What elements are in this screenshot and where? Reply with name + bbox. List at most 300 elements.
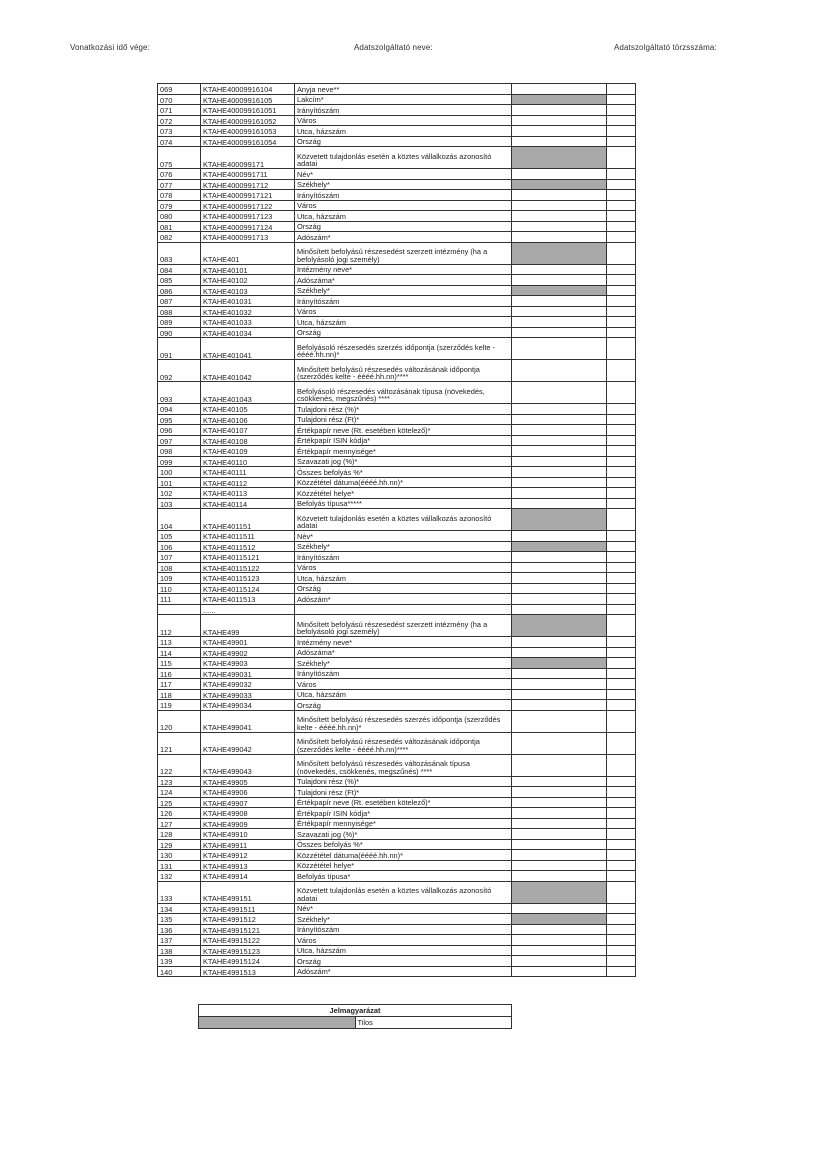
extra-cell <box>607 296 636 307</box>
row-code: KTAHE401031 <box>201 296 295 307</box>
row-label: Tulajdoni rész (%)* <box>295 404 512 415</box>
row-code: KTAHE40101 <box>201 264 295 275</box>
row-number: 121 <box>158 732 201 754</box>
row-code: KTAHE40114 <box>201 498 295 509</box>
table-row <box>158 903 636 914</box>
value-cell[interactable] <box>512 456 607 467</box>
row-label: Befolyásoló részesedés változásának típusa (növekedés, csökkenés, megszűnés) **** <box>295 382 512 404</box>
row-code: KTAHE40009917122 <box>201 200 295 211</box>
row-number: 132 <box>158 871 201 882</box>
row-code: KTAHE401041 <box>201 338 295 360</box>
row-code: KTAHE49915124 <box>201 956 295 967</box>
extra-cell <box>607 658 636 669</box>
row-number: 120 <box>158 710 201 732</box>
table-row <box>158 668 636 679</box>
table-row <box>158 658 636 669</box>
row-number: 113 <box>158 637 201 648</box>
extra-cell <box>607 700 636 711</box>
extra-cell <box>607 275 636 286</box>
value-cell <box>512 509 607 531</box>
row-code: KTAHE49908 <box>201 808 295 819</box>
value-cell[interactable] <box>512 232 607 243</box>
value-cell <box>512 881 607 903</box>
value-cell[interactable] <box>512 327 607 338</box>
row-number: 089 <box>158 317 201 328</box>
row-label: Intézmény neve* <box>295 264 512 275</box>
row-code: KTAHE49911 <box>201 839 295 850</box>
extra-cell <box>607 924 636 935</box>
value-cell[interactable] <box>512 637 607 648</box>
row-code: KTAHE4000991713 <box>201 232 295 243</box>
table-row <box>158 808 636 819</box>
value-cell[interactable] <box>512 924 607 935</box>
value-cell[interactable] <box>512 583 607 594</box>
table-row <box>158 914 636 925</box>
row-number: 090 <box>158 327 201 338</box>
extra-cell <box>607 839 636 850</box>
value-cell[interactable] <box>512 860 607 871</box>
row-number: 103 <box>158 498 201 509</box>
value-cell[interactable] <box>512 935 607 946</box>
value-cell[interactable] <box>512 435 607 446</box>
value-cell[interactable] <box>512 126 607 137</box>
value-cell[interactable] <box>512 446 607 457</box>
extra-cell <box>607 903 636 914</box>
extra-cell <box>607 498 636 509</box>
extra-cell <box>607 615 636 637</box>
value-cell[interactable] <box>512 956 607 967</box>
row-code: KTAHE40106 <box>201 414 295 425</box>
row-label: Adószáma* <box>295 275 512 286</box>
table-row <box>158 860 636 871</box>
row-number: 126 <box>158 808 201 819</box>
value-cell[interactable] <box>512 200 607 211</box>
table-row <box>158 679 636 690</box>
value-cell[interactable] <box>512 552 607 563</box>
row-label: Adószáma* <box>295 647 512 658</box>
row-label: Közzététel dátuma(éééé.hh.nn)* <box>295 477 512 488</box>
row-number: 077 <box>158 179 201 190</box>
row-code: KTAHE49905 <box>201 776 295 787</box>
row-code: KTAHE49903 <box>201 658 295 669</box>
row-code: KTAHE40102 <box>201 275 295 286</box>
value-cell[interactable] <box>512 488 607 499</box>
row-number: 131 <box>158 860 201 871</box>
table-row <box>158 477 636 488</box>
table-row <box>158 732 636 754</box>
row-code: KTAHE40107 <box>201 425 295 436</box>
table-row <box>158 924 636 935</box>
extra-cell <box>607 404 636 415</box>
extra-cell <box>607 637 636 648</box>
row-number: 076 <box>158 169 201 180</box>
row-number: 070 <box>158 94 201 105</box>
row-number: 135 <box>158 914 201 925</box>
value-cell[interactable] <box>512 360 607 382</box>
row-label: Utca, házszám <box>295 317 512 328</box>
table-row <box>158 710 636 732</box>
row-code: KTAHE400099161053 <box>201 126 295 137</box>
row-number: 079 <box>158 200 201 211</box>
row-code: KTAHE499034 <box>201 700 295 711</box>
extra-cell <box>607 94 636 105</box>
table-row <box>158 285 636 296</box>
row-number: 140 <box>158 966 201 977</box>
value-cell[interactable] <box>512 531 607 542</box>
row-label: Név* <box>295 903 512 914</box>
table-row <box>158 446 636 457</box>
table-row <box>158 966 636 977</box>
row-number: 093 <box>158 382 201 404</box>
row-code: KTAHE49915122 <box>201 935 295 946</box>
table-row <box>158 818 636 829</box>
row-label: Ország <box>295 956 512 967</box>
row-code: KTAHE4011513 <box>201 594 295 605</box>
row-label: Értékpapír ISIN kódja* <box>295 808 512 819</box>
row-label: Tulajdoni rész (Ft)* <box>295 787 512 798</box>
row-number <box>158 604 201 615</box>
table-row <box>158 829 636 840</box>
row-code: KTAHE4991511 <box>201 903 295 914</box>
value-cell[interactable] <box>512 700 607 711</box>
row-code: KTAHE400099171 <box>201 147 295 169</box>
extra-cell <box>607 732 636 754</box>
value-cell[interactable] <box>512 679 607 690</box>
row-code: KTAHE40113 <box>201 488 295 499</box>
row-number: 136 <box>158 924 201 935</box>
row-code: KTAHE40009917123 <box>201 211 295 222</box>
row-number: 069 <box>158 84 201 95</box>
row-label: Minősített befolyású részesedés változásának időpontja (szerződés kelte - éééé.hh.nn)**** <box>295 732 512 754</box>
extra-cell <box>607 327 636 338</box>
extra-cell <box>607 382 636 404</box>
value-cell[interactable] <box>512 871 607 882</box>
table-row <box>158 573 636 584</box>
extra-cell <box>607 679 636 690</box>
row-code: KTAHE40009917124 <box>201 221 295 232</box>
row-number: 125 <box>158 797 201 808</box>
value-cell[interactable] <box>512 808 607 819</box>
value-cell[interactable] <box>512 382 607 404</box>
extra-cell <box>607 552 636 563</box>
row-label: Irányítószám <box>295 190 512 201</box>
value-cell[interactable] <box>512 562 607 573</box>
value-cell[interactable] <box>512 604 607 615</box>
value-cell[interactable] <box>512 296 607 307</box>
row-code: KTAHE40109 <box>201 446 295 457</box>
value-cell <box>512 615 607 637</box>
table-row <box>158 200 636 211</box>
extra-cell <box>607 147 636 169</box>
row-label: Ország <box>295 700 512 711</box>
row-number: 117 <box>158 679 201 690</box>
table-row <box>158 552 636 563</box>
row-code: KTAHE401 <box>201 242 295 264</box>
table-row <box>158 754 636 776</box>
row-code: KTAHE49910 <box>201 829 295 840</box>
table-row <box>158 242 636 264</box>
value-cell[interactable] <box>512 573 607 584</box>
value-cell[interactable] <box>512 105 607 116</box>
row-label: Utca, házszám <box>295 126 512 137</box>
row-label: Város <box>295 200 512 211</box>
value-cell[interactable] <box>512 710 607 732</box>
value-cell[interactable] <box>512 264 607 275</box>
table-row <box>158 604 636 615</box>
extra-cell <box>607 710 636 732</box>
row-code: KTAHE499032 <box>201 679 295 690</box>
value-cell[interactable] <box>512 467 607 478</box>
extra-cell <box>607 583 636 594</box>
extra-cell <box>607 754 636 776</box>
extra-cell <box>607 477 636 488</box>
extra-cell <box>607 211 636 222</box>
row-code: KTAHE40115122 <box>201 562 295 573</box>
row-code: KTAHE499033 <box>201 689 295 700</box>
value-cell[interactable] <box>512 425 607 436</box>
value-cell[interactable] <box>512 306 607 317</box>
row-number: 119 <box>158 700 201 711</box>
row-code: KTAHE40009916104 <box>201 84 295 95</box>
row-label: Utca, házszám <box>295 945 512 956</box>
row-number: 094 <box>158 404 201 415</box>
row-number: 112 <box>158 615 201 637</box>
extra-cell <box>607 573 636 584</box>
row-code: KTAHE40009917121 <box>201 190 295 201</box>
value-cell[interactable] <box>512 169 607 180</box>
value-cell[interactable] <box>512 966 607 977</box>
table-row <box>158 382 636 404</box>
extra-cell <box>607 594 636 605</box>
extra-cell <box>607 285 636 296</box>
extra-cell <box>607 264 636 275</box>
value-cell[interactable] <box>512 689 607 700</box>
table-row <box>158 562 636 573</box>
value-cell[interactable] <box>512 275 607 286</box>
header-provider-name: Adatszolgáltató neve: <box>354 43 433 52</box>
data-table <box>157 83 636 977</box>
row-number: 114 <box>158 647 201 658</box>
extra-cell <box>607 935 636 946</box>
row-label: Város <box>295 306 512 317</box>
row-label: Összes befolyás %* <box>295 839 512 850</box>
row-label: Város <box>295 935 512 946</box>
value-cell[interactable] <box>512 221 607 232</box>
row-code: KTAHE401033 <box>201 317 295 328</box>
row-label: Közzététel helye* <box>295 860 512 871</box>
table-row <box>158 169 636 180</box>
extra-cell <box>607 668 636 679</box>
row-number: 109 <box>158 573 201 584</box>
value-cell <box>512 285 607 296</box>
row-label: Irányítószám <box>295 552 512 563</box>
value-cell[interactable] <box>512 903 607 914</box>
row-number: 134 <box>158 903 201 914</box>
extra-cell <box>607 531 636 542</box>
value-cell[interactable] <box>512 317 607 328</box>
row-code: KTAHE4011512 <box>201 541 295 552</box>
table-row <box>158 839 636 850</box>
row-number: 086 <box>158 285 201 296</box>
row-number: 107 <box>158 552 201 563</box>
row-label: Befolyásoló részesedés szerzés időpontja (szerződés kelte - éééé.hh.nn)* <box>295 338 512 360</box>
table-row <box>158 317 636 328</box>
extra-cell <box>607 435 636 446</box>
table-row <box>158 637 636 648</box>
value-cell <box>512 242 607 264</box>
row-number: 101 <box>158 477 201 488</box>
row-number: 110 <box>158 583 201 594</box>
row-number: 096 <box>158 425 201 436</box>
row-code: KTAHE401034 <box>201 327 295 338</box>
row-number: 081 <box>158 221 201 232</box>
table-row <box>158 541 636 552</box>
row-number: 127 <box>158 818 201 829</box>
value-cell[interactable] <box>512 190 607 201</box>
value-cell[interactable] <box>512 647 607 658</box>
row-number: 128 <box>158 829 201 840</box>
row-label: Irányítószám <box>295 924 512 935</box>
table-row <box>158 264 636 275</box>
row-label: Minősített befolyású részesedés szerzés időpontja (szerződés kelte - éééé.hh.nn)* <box>295 710 512 732</box>
row-label: Város <box>295 679 512 690</box>
row-number: 080 <box>158 211 201 222</box>
row-label: Adószám* <box>295 594 512 605</box>
extra-cell <box>607 446 636 457</box>
row-code: KTAHE40115123 <box>201 573 295 584</box>
value-cell[interactable] <box>512 115 607 126</box>
row-number: 104 <box>158 509 201 531</box>
row-label: Befolyás típusa***** <box>295 498 512 509</box>
table-row <box>158 881 636 903</box>
table-row <box>158 509 636 531</box>
row-label: Székhely* <box>295 541 512 552</box>
row-code: KTAHE401043 <box>201 382 295 404</box>
row-number: 095 <box>158 414 201 425</box>
value-cell[interactable] <box>512 211 607 222</box>
table-row <box>158 456 636 467</box>
row-number: 137 <box>158 935 201 946</box>
row-code: KTAHE499043 <box>201 754 295 776</box>
value-cell[interactable] <box>512 414 607 425</box>
row-code: KTAHE49915121 <box>201 924 295 935</box>
value-cell[interactable] <box>512 136 607 147</box>
value-cell[interactable] <box>512 818 607 829</box>
extra-cell <box>607 871 636 882</box>
value-cell[interactable] <box>512 404 607 415</box>
value-cell[interactable] <box>512 732 607 754</box>
row-number: 087 <box>158 296 201 307</box>
value-cell[interactable] <box>512 498 607 509</box>
extra-cell <box>607 881 636 903</box>
table-row <box>158 147 636 169</box>
row-label: Minősített befolyású részesedés változásának típusa (növekedés, csökkenés, megszűnés) **** <box>295 754 512 776</box>
row-label: Székhely* <box>295 658 512 669</box>
value-cell[interactable] <box>512 945 607 956</box>
table-row <box>158 945 636 956</box>
table-row <box>158 498 636 509</box>
value-cell[interactable] <box>512 829 607 840</box>
row-number: 129 <box>158 839 201 850</box>
value-cell <box>512 94 607 105</box>
row-number: 084 <box>158 264 201 275</box>
extra-cell <box>607 425 636 436</box>
row-label: Befolyás típusa* <box>295 871 512 882</box>
value-cell[interactable] <box>512 668 607 679</box>
row-label: Név* <box>295 531 512 542</box>
extra-cell <box>607 966 636 977</box>
row-code: KTAHE499031 <box>201 668 295 679</box>
row-number: 124 <box>158 787 201 798</box>
table-row <box>158 275 636 286</box>
row-label: Lakcím* <box>295 94 512 105</box>
extra-cell <box>607 562 636 573</box>
extra-cell <box>607 179 636 190</box>
row-number: 073 <box>158 126 201 137</box>
value-cell[interactable] <box>512 787 607 798</box>
value-cell[interactable] <box>512 839 607 850</box>
table-row <box>158 126 636 137</box>
row-label: Értékpapír mennyisége* <box>295 446 512 457</box>
table-row <box>158 787 636 798</box>
row-number: 092 <box>158 360 201 382</box>
value-cell[interactable] <box>512 477 607 488</box>
extra-cell <box>607 776 636 787</box>
value-cell[interactable] <box>512 776 607 787</box>
row-code: KTAHE401032 <box>201 306 295 317</box>
row-label: Adószám* <box>295 966 512 977</box>
row-label: Minősített befolyású részesedés változásának időpontja (szerződés kelte - éééé.hh.nn)**** <box>295 360 512 382</box>
extra-cell <box>607 242 636 264</box>
table-row <box>158 488 636 499</box>
row-code: KTAHE4000991712 <box>201 179 295 190</box>
row-label: Tulajdoni rész (%)* <box>295 776 512 787</box>
legend-item-label: Tilos <box>355 1017 512 1029</box>
value-cell[interactable] <box>512 338 607 360</box>
row-label: Ország <box>295 583 512 594</box>
table-row <box>158 531 636 542</box>
value-cell[interactable] <box>512 850 607 861</box>
extra-cell <box>607 797 636 808</box>
extra-cell <box>607 945 636 956</box>
value-cell[interactable] <box>512 84 607 95</box>
value-cell[interactable] <box>512 797 607 808</box>
legend-table <box>198 1004 512 1029</box>
row-number: 106 <box>158 541 201 552</box>
row-number: 118 <box>158 689 201 700</box>
value-cell[interactable] <box>512 754 607 776</box>
table-row <box>158 871 636 882</box>
extra-cell <box>607 414 636 425</box>
row-label: Minősített befolyású részesedést szerzett intézmény (ha a befolyásoló jogi személy) <box>295 242 512 264</box>
value-cell[interactable] <box>512 594 607 605</box>
row-label: Székhely* <box>295 914 512 925</box>
row-code: KTAHE49902 <box>201 647 295 658</box>
table-row <box>158 211 636 222</box>
row-code: KTAHE40115121 <box>201 552 295 563</box>
table-row <box>158 338 636 360</box>
table-row <box>158 115 636 126</box>
row-label: Irányítószám <box>295 105 512 116</box>
row-number: 100 <box>158 467 201 478</box>
row-label: Irányítószám <box>295 668 512 679</box>
extra-cell <box>607 232 636 243</box>
row-number: 108 <box>158 562 201 573</box>
legend-swatch <box>199 1017 356 1029</box>
row-code: KTAHE499 <box>201 615 295 637</box>
value-cell <box>512 147 607 169</box>
table-row <box>158 221 636 232</box>
